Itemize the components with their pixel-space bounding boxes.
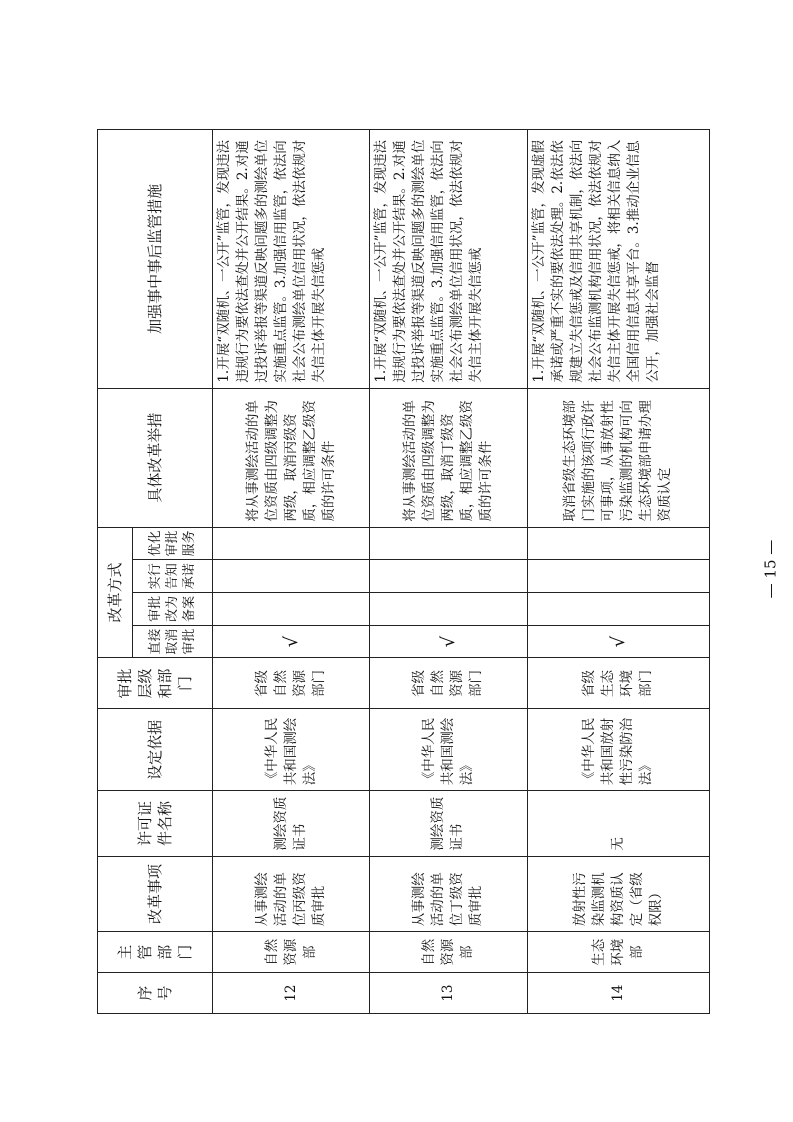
cell-basis: 《中华人民共和国测绘法》 xyxy=(213,709,370,791)
cell-item: 从事测绘活动的单位丙级资质审批 xyxy=(213,856,370,932)
cell-measures: 将从事测绘活动的单位资质由四级调整为两级，取消丙级资质，相应调整乙级资质的许可条件 xyxy=(213,388,370,527)
cell-seq: 13 xyxy=(370,973,527,1014)
cell-approval-level: 省级自然资源部门 xyxy=(370,658,527,709)
header-seq: 序号 xyxy=(98,973,213,1014)
cell-mode-notify xyxy=(527,560,709,593)
cell-license: 测绘资质证书 xyxy=(370,791,527,856)
cell-item: 放射性污染监测机构资质认定（省级权限） xyxy=(527,856,709,932)
cell-mode-cancel: √ xyxy=(527,625,709,658)
table-row xyxy=(527,130,709,1014)
cell-basis: 《中华人民共和国测绘法》 xyxy=(370,709,527,791)
header-mode-filing: 审批改为备案 xyxy=(133,593,213,626)
cell-item: 从事测绘活动的单位丁级资质审批 xyxy=(370,856,527,932)
header-supervision: 加强事中事后监管措施 xyxy=(98,130,213,389)
header-mode-notify: 实行告知承诺 xyxy=(133,560,213,593)
cell-approval-level: 省级自然资源部门 xyxy=(213,658,370,709)
table-row xyxy=(213,130,370,1014)
cell-supervision: 1.开展“双随机、一公开”监管，发现虚假承诺或严重不实的要依法处理。2.依法依规建立失信惩戒及信用共享机制，依法向社会公布监测机构信用状况，依法依规对失信主体开展失信惩戒，将相关信息纳入全国信用信息共享平台。3.推动企业信息公开，加强社会监督 xyxy=(527,130,709,389)
cell-mode-filing xyxy=(527,593,709,626)
header-basis: 设定依据 xyxy=(98,709,213,791)
header-reform-mode: 改革方式 xyxy=(98,527,133,658)
header-dept: 主管部门 xyxy=(98,932,213,973)
cell-dept: 生态环境部 xyxy=(527,932,709,973)
cell-license: 测绘资质证书 xyxy=(213,791,370,856)
cell-measures: 取消省级生态环境部门实施的该项行政许可事项，从事放射性污染监测的机构可向生态环境部申请办理资质认定 xyxy=(527,388,709,527)
cell-dept: 自然资源部 xyxy=(213,932,370,973)
cell-approval-level: 省级生态环境部门 xyxy=(527,658,709,709)
cell-dept: 自然资源部 xyxy=(370,932,527,973)
cell-mode-optimize xyxy=(527,527,709,560)
header-measures: 具体改革举措 xyxy=(98,388,213,527)
cell-mode-notify xyxy=(370,560,527,593)
header-mode-optimize: 优化审批服务 xyxy=(133,527,213,560)
cell-license: 无 xyxy=(527,791,709,856)
cell-supervision: 1.开展“双随机、一公开”监管，发现违法违规行为要依法查处并公开结果。2.对通过投诉举报等渠道反映问题多的测绘单位实施重点监管。3.加强信用监管，依法向社会公布测绘单位信用状况，依法依规对失信主体开展失信惩戒 xyxy=(213,130,370,389)
rotated-table-wrapper xyxy=(97,129,710,1014)
cell-mode-filing xyxy=(213,593,370,626)
page-number: — 15 — xyxy=(761,539,780,599)
cell-measures: 将从事测绘活动的单位资质由四级调整为两级，取消丁级资质，相应调整乙级资质的许可条件 xyxy=(370,388,527,527)
header-approval-level: 审批层级和部门 xyxy=(98,658,213,709)
cell-mode-cancel: √ xyxy=(370,625,527,658)
cell-mode-notify xyxy=(213,560,370,593)
cell-basis: 《中华人民共和国放射性污染防治法》 xyxy=(527,709,709,791)
cell-mode-filing xyxy=(370,593,527,626)
cell-seq: 14 xyxy=(527,973,709,1014)
cell-mode-optimize xyxy=(370,527,527,560)
cell-mode-cancel: √ xyxy=(213,625,370,658)
header-license: 许可证件名称 xyxy=(98,791,213,856)
cell-seq: 12 xyxy=(213,973,370,1014)
reform-table xyxy=(97,129,710,1014)
cell-mode-optimize xyxy=(213,527,370,560)
cell-supervision: 1.开展“双随机、一公开”监管，发现违法违规行为要依法查处并公开结果。2.对通过投诉举报等渠道反映问题多的测绘单位实施重点监管。3.加强信用监管，依法向社会公布测绘单位信用状况，依法依规对失信主体开展失信惩戒 xyxy=(370,130,527,389)
header-item: 改革事项 xyxy=(98,856,213,932)
table-row xyxy=(370,130,527,1014)
header-mode-cancel: 直接取消审批 xyxy=(133,625,213,658)
